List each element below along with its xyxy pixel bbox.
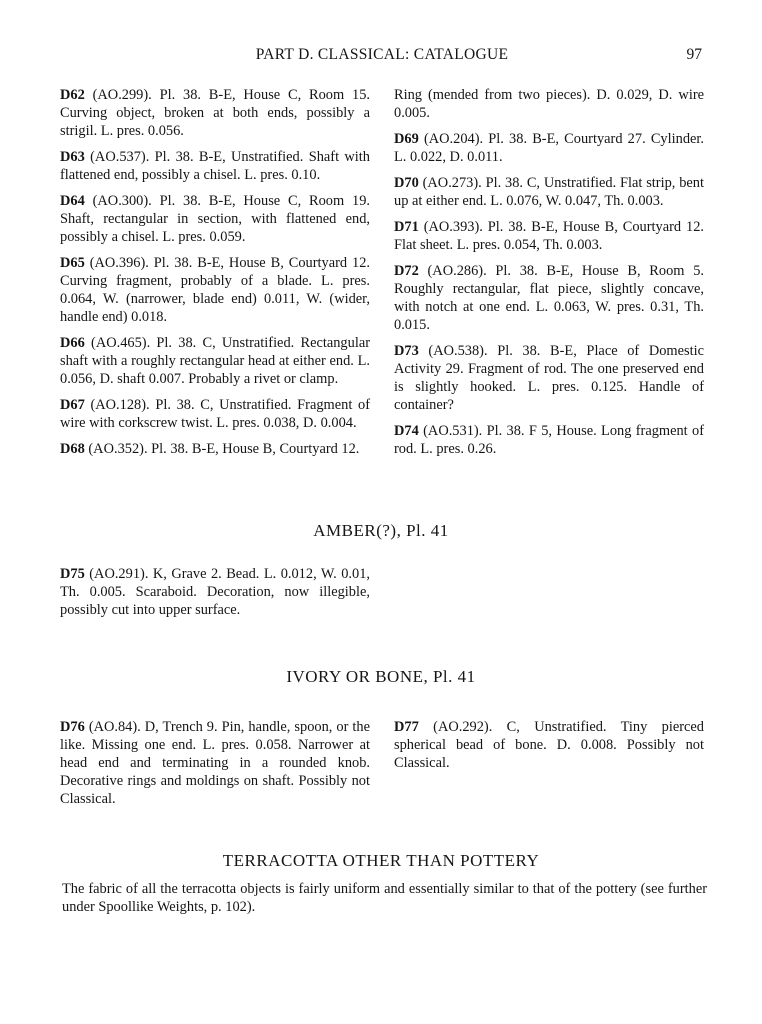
running-head: PART D. CLASSICAL: CATALOGUE [255,46,509,63]
catalogue-entry: D75 (AO.291). K, Grave 2. Bead. L. 0.012, W. 0.01, Th. 0.005. Scaraboid. Decoration, now illegible, possibly cut into upper surface. [60,566,370,618]
amber-left-column [60,565,370,627]
catalogue-entry: D69 (AO.204). Pl. 38. B-E, Courtyard 27. Cylinder. L. 0.022, D. 0.011. [394,131,704,165]
catalogue-entry: D67 (AO.128). Pl. 38. C, Unstratified. Fragment of wire with corkscrew twist. L. pres. 0.038, D. 0.004. [60,397,370,431]
catalogue-entry-continuation: Ring (mended from two pieces). D. 0.029, D. wire 0.005. [394,87,704,121]
catalogue-entry: D77 (AO.292). C, Unstratified. Tiny pierced spherical bead of bone. D. 0.008. Possibly not Classical. [394,719,704,771]
catalogue-entry: D73 (AO.538). Pl. 38. B-E, Place of Domestic Activity 29. Fragment of rod. The one preserved end is slightly hooked. L. pres. 0.125. Handle of container? [394,343,704,413]
catalogue-entry: D76 (AO.84). D, Trench 9. Pin, handle, spoon, or the like. Missing one end. L. pres. 0.058. Narrower at head end and terminating in a rounded knob. Decorative rings and moldings on shaft. Possibly not Classical. [60,719,370,807]
ivory-right-column [394,718,704,780]
page-number: 97 [686,46,702,63]
catalogue-entry: D64 (AO.300). Pl. 38. B-E, House C, Room 19. Shaft, rectangular in section, with flattened end, possibly a chisel. L. pres. 0.059. [60,193,370,245]
catalogue-entry: D70 (AO.273). Pl. 38. C, Unstratified. Flat strip, bent up at either end. L. 0.076, W. 0.047, Th. 0.003. [394,175,704,209]
section-title-ivory: IVORY OR BONE, Pl. 41 [286,667,476,686]
terracotta-intro-paragraph: The fabric of all the terracotta objects is fairly uniform and essentially similar to that of the pottery (see further under Spoollike Weights, p. 102). [62,881,707,915]
top-left-column [60,86,370,466]
top-right-column [394,86,704,466]
section-title-terracotta: TERRACOTTA OTHER THAN POTTERY [222,851,540,870]
ivory-left-column [60,718,370,816]
section-title-amber: AMBER(?), Pl. 41 [313,521,449,540]
catalogue-entry: D66 (AO.465). Pl. 38. C, Unstratified. Rectangular shaft with a roughly rectangular head at either end. L. 0.056, D. shaft 0.007. Probably a rivet or clamp. [60,335,370,387]
catalogue-entry: D62 (AO.299). Pl. 38. B-E, House C, Room 15. Curving object, broken at both ends, possibly a strigil. L. pres. 0.056. [60,87,370,139]
catalogue-entry: D68 (AO.352). Pl. 38. B-E, House B, Courtyard 12. [60,441,360,457]
catalogue-entry: D63 (AO.537). Pl. 38. B-E, Unstratified. Shaft with flattened end, possibly a chisel. L. pres. 0.10. [60,149,370,183]
catalogue-entry: D74 (AO.531). Pl. 38. F 5, House. Long fragment of rod. L. pres. 0.26. [394,423,704,457]
page-header [62,46,702,68]
catalogue-entry: D71 (AO.393). Pl. 38. B-E, House B, Courtyard 12. Flat sheet. L. pres. 0.054, Th. 0.003. [394,219,704,253]
catalogue-entry: D65 (AO.396). Pl. 38. B-E, House B, Courtyard 12. Curving fragment, probably of a blade. L. pres. 0.064, W. (narrower, blade end) 0.011, W. (wider, handle end) 0.018. [60,255,370,325]
catalogue-entry: D72 (AO.286). Pl. 38. B-E, House B, Room 5. Roughly rectangular, flat piece, slightly concave, with notch at one end. L. 0.063, W. pres. 0.31, Th. 0.015. [394,263,704,333]
